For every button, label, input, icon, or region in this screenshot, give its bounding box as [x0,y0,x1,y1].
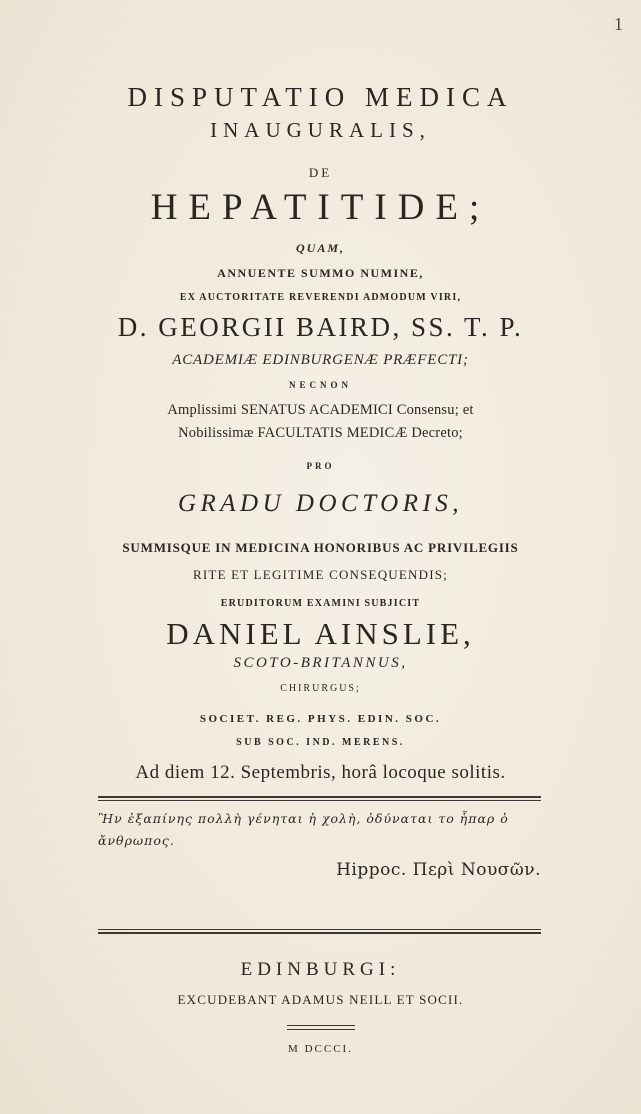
page-number: 1 [614,14,623,34]
epigraph-rule-top [98,796,541,798]
subject-title: HEPATITIDE; [150,187,491,228]
epigraph-source: Hippoc. Περὶ Νουσῶν. [336,860,541,880]
praefectus-name: D. GEORGII BAIRD, SS. T. P. [117,312,524,342]
date-line: Ad diem 12. Septembris, horâ locoque solitis. [135,762,506,783]
rite-line: RITE ET LEGITIME CONSEQUENDIS; [193,567,448,582]
facultatis-line: Nobilissimæ FACULTATIS MEDICÆ Decreto; [178,425,463,441]
senatus-line: Amplissimi SENATUS ACADEMICI Consensu; et [167,402,474,418]
author-name: DANIEL AINSLIE, [166,616,475,651]
necnon-line: NECNON [288,380,352,390]
quam-line: QUAM, [295,241,345,255]
author-origin: SCOTO-BRITANNUS, [233,655,408,671]
title-de: DE [308,165,333,180]
title-line-2: INAUGURALIS, [210,118,431,142]
epigraph-rule-bottom [98,932,541,934]
imprint-year: M DCCCI. [288,1043,353,1055]
epigraph-rule-top-thin [98,800,541,801]
imprint-city: EDINBURGI: [240,959,401,980]
imprint-printer: EXCUDEBANT ADAMUS NEILL ET SOCII. [177,992,464,1007]
author-profession: CHIRURGUS; [280,683,361,694]
pro-line: PRO [306,461,335,471]
society-line-2: SUB SOC. IND. MERENS. [236,737,405,748]
imprint-rule-1 [287,1025,355,1026]
gradu-doctoris: GRADU DOCTORIS, [177,490,464,517]
academiae-line: ACADEMIÆ EDINBURGENÆ PRÆFECTI; [172,352,469,368]
imprint-rule-2 [287,1029,355,1030]
society-line-1: SOCIET. REG. PHYS. EDIN. SOC. [199,713,442,725]
epigraph-text: Ἢν ἐξαπίνης πολλὴ γένηται ἡ χολὴ, ὀδύναται το ἧπαρ ὁ ἄνθρωπος. [98,811,509,848]
auctoritate-line: EX AUCTORITATE REVERENDI ADMODUM VIRI, [179,292,462,303]
eruditorum-line: ERUDITORUM EXAMINI SUBJICIT [220,598,421,609]
title-line-1: DISPUTATIO MEDICA [127,82,514,112]
annuente-line: ANNUENTE SUMMO NUMINE, [217,266,424,280]
summisque-line: SUMMISQUE IN MEDICINA HONORIBUS AC PRIVILEGIIS [122,540,519,555]
epigraph-rule-bottom-thin [98,929,541,930]
